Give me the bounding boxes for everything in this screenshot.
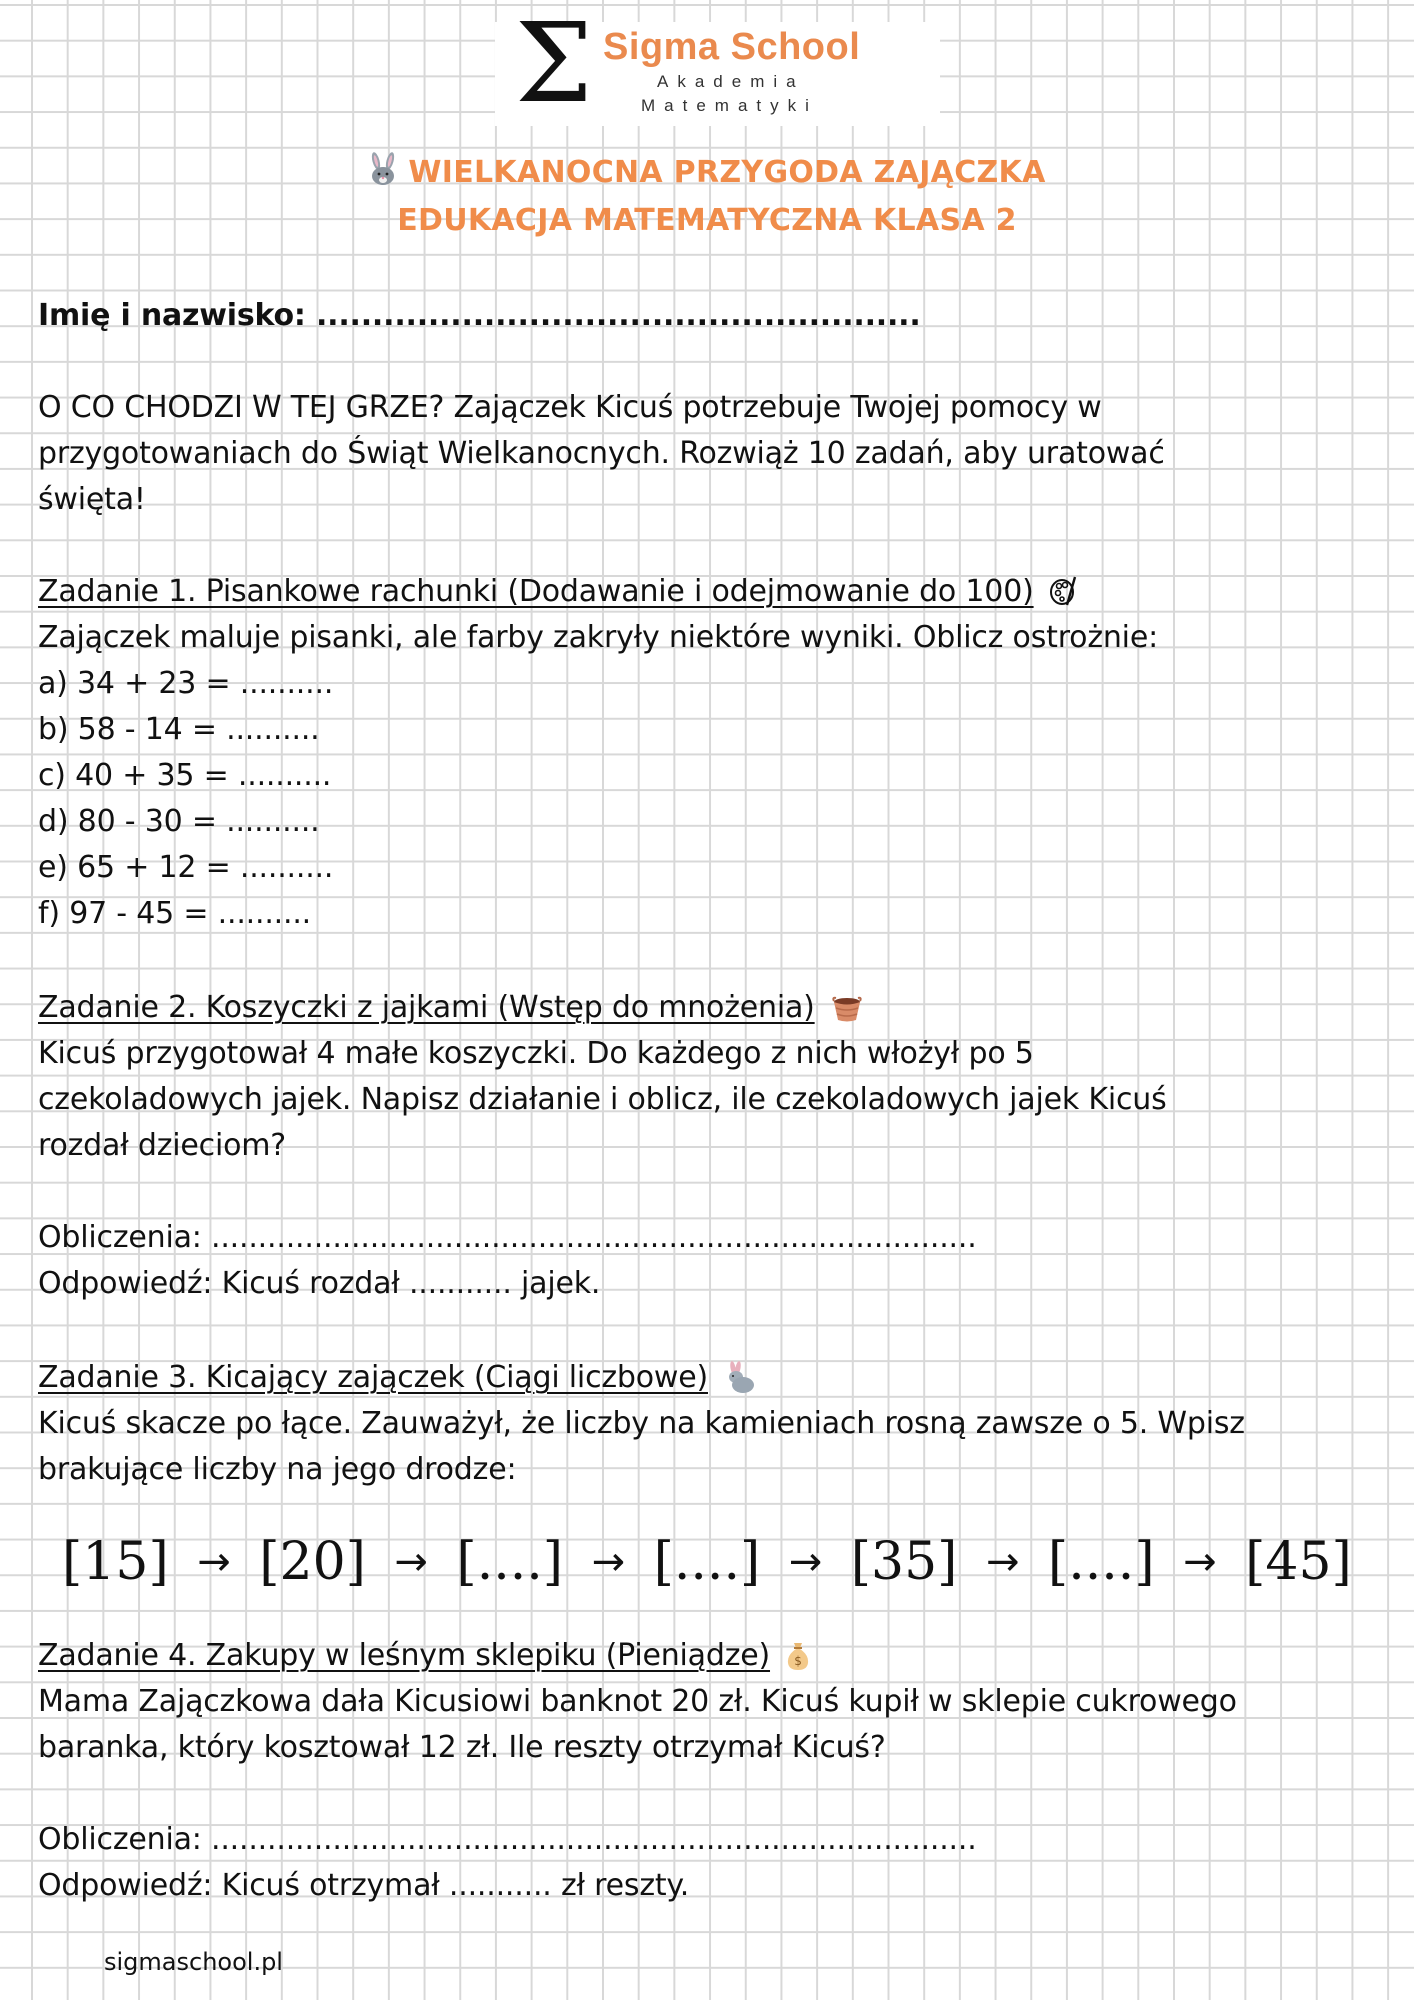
worksheet-title [0, 152, 1414, 190]
arrow-right-icon: → [788, 1539, 823, 1585]
basket-icon [830, 994, 864, 1034]
sequence-box: [45] [1245, 1532, 1352, 1592]
task-4-calculation-field[interactable]: Obliczenia: .................................................................................. [38, 1822, 977, 1857]
equation-b[interactable]: b) 58 - 14 = .......... [38, 712, 320, 747]
equation-d[interactable]: d) 80 - 30 = .......... [38, 804, 320, 839]
intro-line: przygotowaniach do Świąt Wielkanocnych. Rozwiąż 10 zadań, aby uratować [38, 436, 1165, 471]
logo-subtitle-line2: Matematyki [641, 96, 818, 115]
task-3-title: Zadanie 3. Kicający zajączek (Ciągi liczbowe) [38, 1360, 708, 1395]
task-1-instruction: Zajączek maluje pisanki, ale farby zakryły niektóre wyniki. Oblicz ostrożnie: [38, 620, 1158, 655]
rabbit-face-icon [368, 152, 398, 186]
artist-palette-icon [1049, 575, 1079, 618]
equation-e[interactable]: e) 65 + 12 = .......... [38, 850, 334, 885]
arrow-right-icon: → [591, 1539, 626, 1585]
title-line1-text: WIELKANOCNA PRZYGODA ZAJĄCZKA [408, 155, 1046, 190]
intro-line: O CO CHODZI W TEJ GRZE? Zajączek Kicuś potrzebuje Twojej pomocy w [38, 390, 1102, 425]
arrow-right-icon: → [394, 1539, 428, 1585]
rabbit-icon [723, 1361, 757, 1404]
sequence-blank[interactable]: [....] [653, 1532, 761, 1592]
sequence-box: [15] [62, 1532, 169, 1592]
number-sequence [62, 1532, 1352, 1592]
name-field-label: Imię i nazwisko: [38, 298, 306, 333]
logo-subtitle-line1: Akademia [657, 72, 805, 91]
task-4-text-line: baranka, który kosztował 12 zł. Ile reszty otrzymał Kicuś? [38, 1730, 886, 1765]
task-2-calculation-field[interactable]: Obliczenia: .................................................................................. [38, 1220, 977, 1255]
task-2-title: Zadanie 2. Koszyczki z jajkami (Wstęp do mnożenia) [38, 990, 815, 1025]
svg-text:$: $ [794, 1654, 803, 1668]
arrow-right-icon: → [1183, 1539, 1217, 1585]
arrow-right-icon: → [197, 1539, 231, 1585]
money-bag-icon [785, 1639, 811, 1682]
task-4-text-line: Mama Zajączkowa dała Kicusiowi banknot 20 zł. Kicuś kupił w sklepie cukrowego [38, 1684, 1237, 1719]
task-2-text-line: Kicuś przygotował 4 małe koszyczki. Do każdego z nich włożył po 5 [38, 1036, 1034, 1071]
arrow-right-icon: → [985, 1539, 1020, 1585]
sequence-blank[interactable]: [....] [1047, 1532, 1155, 1592]
sequence-blank[interactable]: [....] [456, 1532, 564, 1592]
logo-brand-name: Sigma School [603, 26, 861, 68]
sequence-box: [35] [850, 1532, 958, 1592]
name-field-blank[interactable]: ...................................................... [315, 298, 921, 333]
task-2-text-line: czekoladowych jajek. Napisz działanie i oblicz, ile czekoladowych jajek Kicuś [38, 1082, 1167, 1117]
task-1-title: Zadanie 1. Pisankowe rachunki (Dodawanie i odejmowanie do 100) [38, 574, 1034, 609]
task-3-text-line: Kicuś skacze po łące. Zauważył, że liczby na kamieniach rosną zawsze o 5. Wpisz [38, 1406, 1245, 1441]
task-3-heading [38, 1358, 757, 1404]
equation-c[interactable]: c) 40 + 35 = .......... [38, 758, 332, 793]
sigma-symbol-icon: Σ [515, 0, 593, 127]
intro-line: święta! [38, 482, 146, 517]
task-4-heading [38, 1636, 811, 1682]
equation-a[interactable]: a) 34 + 23 = .......... [38, 666, 334, 701]
task-2-heading [38, 988, 864, 1034]
task-2-answer-field[interactable]: Odpowiedź: Kicuś rozdał ........... jajek. [38, 1266, 601, 1301]
worksheet-subtitle: EDUKACJA MATEMATYCZNA KLASA 2 [397, 203, 1017, 238]
task-4-answer-field[interactable]: Odpowiedź: Kicuś otrzymał ........... zł reszty. [38, 1868, 690, 1903]
equation-f[interactable]: f) 97 - 45 = .......... [38, 896, 312, 931]
task-2-text-line: rozdał dzieciom? [38, 1128, 286, 1163]
name-field[interactable] [38, 296, 921, 336]
task-1-heading [38, 572, 1079, 618]
task-3-text-line: brakujące liczby na jego drodze: [38, 1452, 517, 1487]
task-4-title: Zadanie 4. Zakupy w leśnym sklepiku (Pieniądze) [38, 1638, 771, 1673]
sequence-box: [20] [259, 1532, 366, 1592]
sigma-school-logo [495, 0, 940, 127]
footer-website: sigmaschool.pl [104, 1948, 283, 1976]
